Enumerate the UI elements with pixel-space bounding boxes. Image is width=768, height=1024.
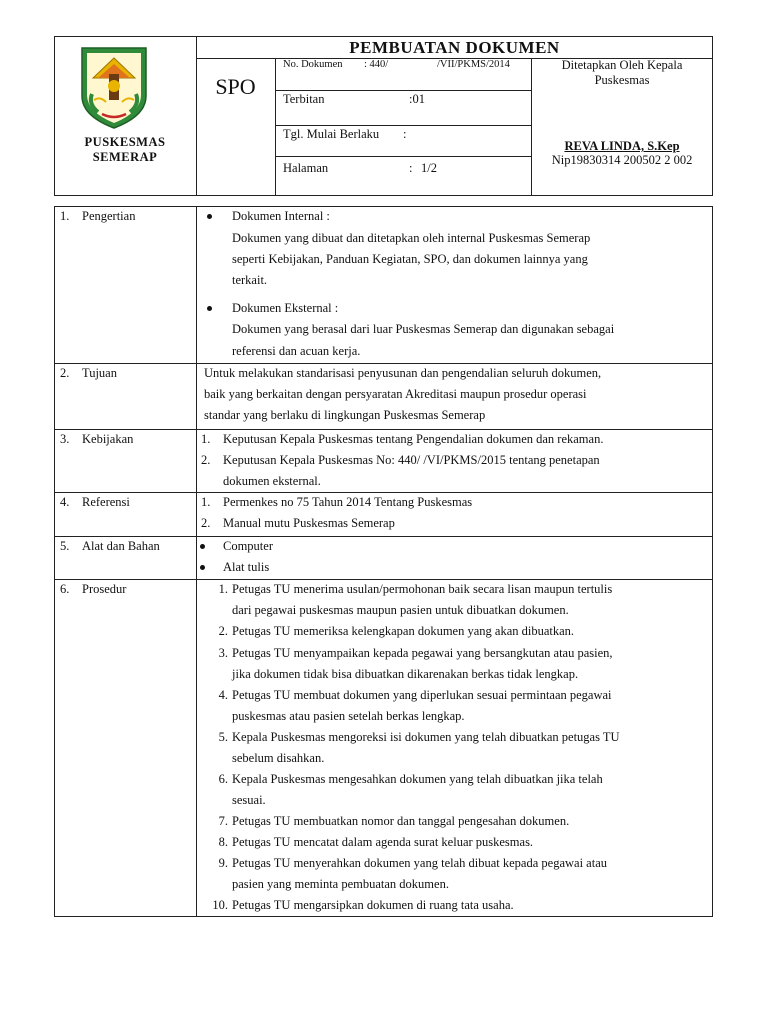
dokumen-eksternal-line1: Dokumen yang berasal dari luar Puskesmas Semerap dan digunakan sebagai xyxy=(232,322,615,336)
prosedur-step-line2: puskesmas atau pasien setelah berkas lengkap. xyxy=(232,709,465,723)
referensi-num: 4. xyxy=(60,495,70,509)
alat-num: 5. xyxy=(60,539,70,553)
prosedur-step-num: 7. xyxy=(218,814,228,828)
prosedur-step-num: 8. xyxy=(218,835,228,849)
dokumen-internal-line1: Dokumen yang dibuat dan ditetapkan oleh internal Puskesmas Semerap xyxy=(232,231,591,245)
ditetapkan-line2: Puskesmas xyxy=(594,73,650,87)
kebijakan-item2-line2: dokumen eksternal. xyxy=(223,474,321,488)
terbitan-label: Terbitan xyxy=(283,92,325,106)
prosedur-step-line1: Kepala Puskesmas mengesahkan dokumen yang telah dibuatkan jika telah xyxy=(232,772,603,786)
no-dokumen-suffix: /VII/PKMS/2014 xyxy=(437,59,510,70)
bullet-icon xyxy=(207,214,212,219)
halaman-colon: : xyxy=(409,161,413,175)
pengertian-num: 1. xyxy=(60,209,70,223)
prosedur-step-num: 1. xyxy=(218,582,228,596)
dokumen-internal-line3: terkait. xyxy=(232,273,268,287)
prosedur-num: 6. xyxy=(60,582,70,596)
dokumen-internal-title: Dokumen Internal : xyxy=(232,209,330,223)
content-label-divider xyxy=(196,206,197,917)
bullet-icon xyxy=(207,306,212,311)
tujuan-line1: Untuk melakukan standarisasi penyusunan dan pengendalian seluruh dokumen, xyxy=(204,366,602,380)
kebijakan-num: 3. xyxy=(60,432,70,446)
terbitan-value: :01 xyxy=(409,92,425,106)
prosedur-step-line1: Petugas TU mencatat dalam agenda surat keluar puskesmas. xyxy=(232,835,534,849)
tgl-mulai-value: : xyxy=(403,127,407,141)
puskesmas-name-line2: SEMERAP xyxy=(92,150,158,164)
prosedur-step-line2: jika dokumen tidak bisa dibuatkan dikarenakan berkas tidak lengkap. xyxy=(232,667,579,681)
prosedur-step-line1: Petugas TU membuat dokumen yang diperlukan sesuai permintaan pegawai xyxy=(232,688,612,702)
prosedur-step-line1: Petugas TU menerima usulan/permohonan baik secara lisan maupun tertulis xyxy=(232,582,613,596)
referensi-item2: Manual mutu Puskesmas Semerap xyxy=(223,516,395,530)
prosedur-step-line2: pasien yang meminta pembuatan dokumen. xyxy=(232,877,449,891)
alat-label: Alat dan Bahan xyxy=(82,539,160,553)
signatory-name: REVA LINDA, S.Kep xyxy=(564,139,680,153)
halaman-label: Halaman xyxy=(283,161,329,175)
header-divider-logo xyxy=(196,36,197,196)
no-dokumen-value: : 440/ xyxy=(364,59,389,70)
kebijakan-item2-num: 2. xyxy=(201,453,211,467)
kebijakan-item2-line1: Keputusan Kepala Puskesmas No: 440/ /VI/PKMS/2015 tentang penetapan xyxy=(223,453,600,467)
signatory-nip: Nip19830314 200502 2 002 xyxy=(551,153,693,167)
tujuan-num: 2. xyxy=(60,366,70,380)
prosedur-step-line1: Kepala Puskesmas mengoreksi isi dokumen yang telah dibuatkan petugas TU xyxy=(232,730,620,744)
prosedur-step-line2: sesuai. xyxy=(232,793,266,807)
prosedur-step-num: 5. xyxy=(218,730,228,744)
puskesmas-name-line1: PUSKESMAS xyxy=(84,135,166,149)
alat-item1: Computer xyxy=(223,539,273,553)
referensi-item1: Permenkes no 75 Tahun 2014 Tentang Puskesmas xyxy=(223,495,473,509)
alat-item2: Alat tulis xyxy=(223,560,270,574)
prosedur-step-line1: Petugas TU memeriksa kelengkapan dokumen yang akan dibuatkan. xyxy=(232,624,575,638)
prosedur-step-line1: Petugas TU menyerahkan dokumen yang telah dibuat kepada pegawai atau xyxy=(232,856,607,870)
spo-label: SPO xyxy=(215,74,256,99)
prosedur-step-num: 9. xyxy=(218,856,228,870)
bullet-icon xyxy=(200,565,205,570)
bullet-icon xyxy=(200,544,205,549)
prosedur-step-line1: Petugas TU menyampaikan kepada pegawai yang bersangkutan atau pasien, xyxy=(232,646,613,660)
prosedur-step-line1: Petugas TU membuatkan nomor dan tanggal pengesahan dokumen. xyxy=(232,814,570,828)
dokumen-internal-line2: seperti Kebijakan, Panduan Kegiatan, SPO, dan dokumen lainnya yang xyxy=(232,252,588,266)
referensi-item1-num: 1. xyxy=(201,495,211,509)
header-divider-spo xyxy=(275,58,276,196)
referensi-label: Referensi xyxy=(82,495,130,509)
tujuan-line2: baik yang berkaitan dengan persyaratan Akreditasi maupun prosedur operasi xyxy=(204,387,587,401)
prosedur-step-line2: sebelum disahkan. xyxy=(232,751,325,765)
kebijakan-label: Kebijakan xyxy=(82,432,134,446)
referensi-item2-num: 2. xyxy=(201,516,211,530)
prosedur-step-num: 2. xyxy=(218,624,228,638)
prosedur-step-num: 10. xyxy=(212,898,228,912)
kebijakan-item1-num: 1. xyxy=(201,432,211,446)
ditetapkan-line1: Ditetapkan Oleh Kepala xyxy=(561,58,683,72)
dokumen-eksternal-title: Dokumen Eksternal : xyxy=(232,301,339,315)
dokumen-eksternal-line2: referensi dan acuan kerja. xyxy=(232,344,361,358)
tujuan-label: Tujuan xyxy=(82,366,117,380)
prosedur-step-line2: dari pegawai puskesmas maupun pasien untuk dibuatkan dokumen. xyxy=(232,603,569,617)
puskesmas-logo xyxy=(76,44,152,130)
prosedur-step-num: 6. xyxy=(218,772,228,786)
no-dokumen-label: No. Dokumen xyxy=(283,59,343,70)
prosedur-label: Prosedur xyxy=(82,582,127,596)
tgl-mulai-label: Tgl. Mulai Berlaku xyxy=(283,127,380,141)
tujuan-line3: standar yang berlaku di lingkungan Puskesmas Semerap xyxy=(204,408,486,422)
pengertian-label: Pengertian xyxy=(82,209,136,223)
prosedur-step-line1: Petugas TU mengarsipkan dokumen di ruang tata usaha. xyxy=(232,898,514,912)
document-title: PEMBUATAN DOKUMEN xyxy=(349,38,560,57)
header-row-divider-3 xyxy=(275,156,531,157)
prosedur-step-num: 4. xyxy=(218,688,228,702)
halaman-value: 1/2 xyxy=(421,161,437,175)
prosedur-step-num: 3. xyxy=(218,646,228,660)
kebijakan-item1: Keputusan Kepala Puskesmas tentang Pengendalian dokumen dan rekaman. xyxy=(223,432,604,446)
